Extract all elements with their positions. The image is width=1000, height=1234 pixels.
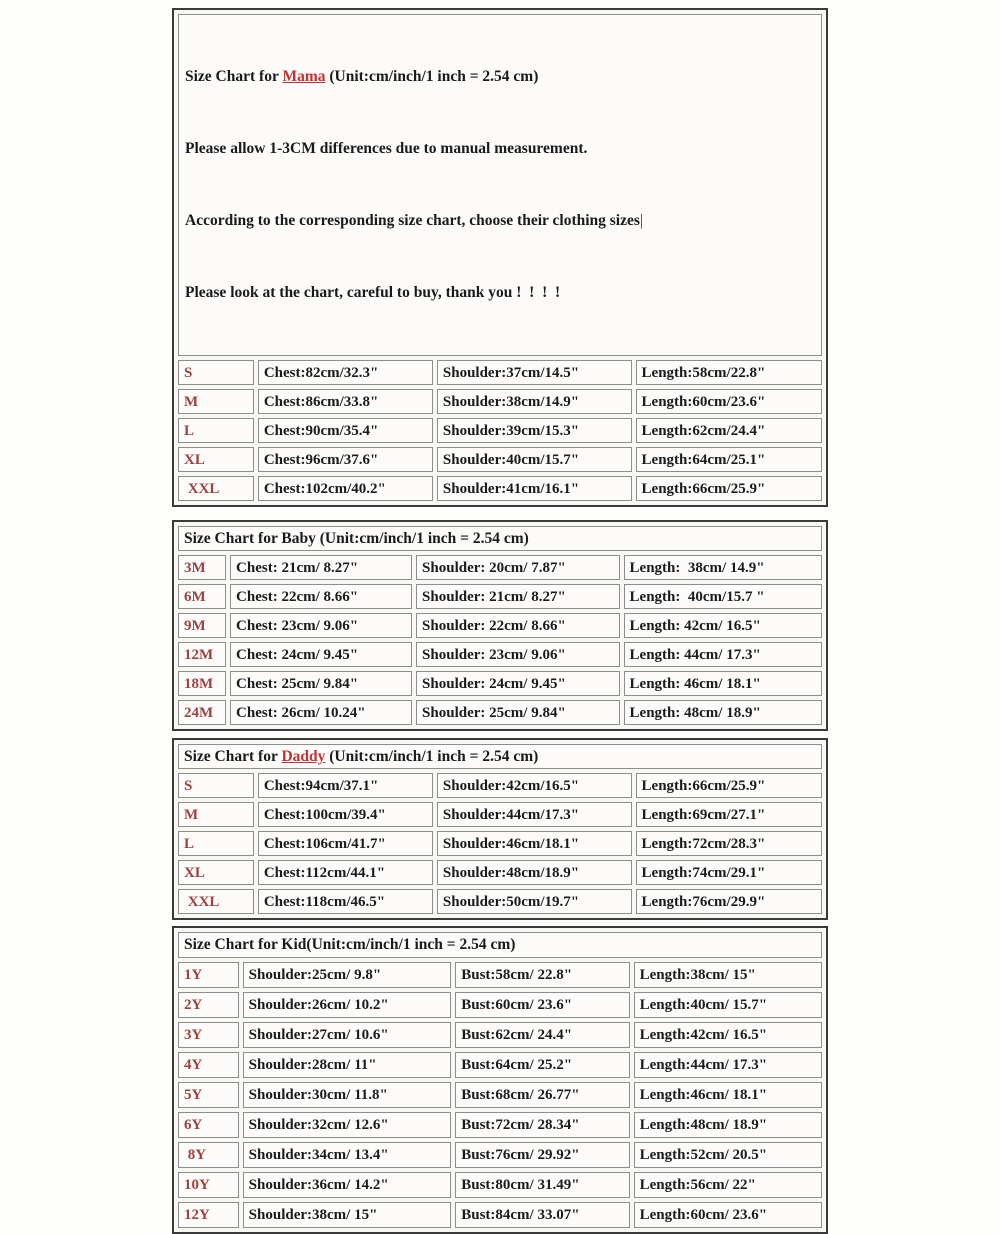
- note-line: According to the corresponding size chart, choose their clothing sizes|: [185, 212, 644, 229]
- shoulder-cell: Shoulder:37cm/14.5": [437, 360, 632, 385]
- size-cell: 6Y: [178, 1112, 239, 1138]
- daddy-title: Size Chart for Daddy (Unit:cm/inch/1 inch = 2.54 cm): [178, 744, 822, 769]
- bust-cell: Bust:58cm/ 22.8": [455, 962, 629, 988]
- size-cell: 24M: [178, 700, 226, 725]
- table-row: [178, 1172, 822, 1198]
- size-cell: 3M: [178, 555, 226, 580]
- shoulder-cell: Shoulder:26cm/ 10.2": [243, 992, 452, 1018]
- bust-cell: Bust:80cm/ 31.49": [455, 1172, 629, 1198]
- shoulder-cell: Shoulder: 22cm/ 8.66": [416, 613, 620, 638]
- length-cell: Length:58cm/22.8": [636, 360, 822, 385]
- size-cell: L: [178, 418, 254, 443]
- size-cell: 4Y: [178, 1052, 239, 1078]
- chest-cell: Chest: 24cm/ 9.45": [230, 642, 412, 667]
- daddy-link[interactable]: Daddy: [281, 747, 326, 765]
- shoulder-cell: Shoulder: 20cm/ 7.87": [416, 555, 620, 580]
- table-row: [178, 831, 822, 856]
- length-cell: Length:64cm/25.1": [636, 447, 822, 472]
- table-row: [178, 773, 822, 798]
- size-cell: 8Y: [178, 1142, 239, 1168]
- table-row: [178, 1142, 822, 1168]
- shoulder-cell: Shoulder:41cm/16.1": [437, 476, 632, 501]
- length-cell: Length:76cm/29.9": [636, 889, 822, 914]
- size-chart-table-kid: [172, 926, 828, 1234]
- shoulder-cell: Shoulder:42cm/16.5": [437, 773, 632, 798]
- length-cell: Length:60cm/ 23.6": [634, 1202, 822, 1228]
- shoulder-cell: Shoulder: 23cm/ 9.06": [416, 642, 620, 667]
- chest-cell: Chest: 26cm/ 10.24": [230, 700, 412, 725]
- chest-cell: Chest:90cm/35.4": [258, 418, 433, 443]
- chest-cell: Chest:118cm/46.5": [258, 889, 433, 914]
- mama-title: [185, 65, 815, 89]
- table-row: [178, 555, 822, 580]
- chest-cell: Chest:102cm/40.2": [258, 476, 433, 501]
- bust-cell: Bust:62cm/ 24.4": [455, 1022, 629, 1048]
- size-cell: 1Y: [178, 962, 239, 988]
- size-cell: 12Y: [178, 1202, 239, 1228]
- size-cell: M: [178, 389, 254, 414]
- length-cell: Length: 44cm/ 17.3": [624, 642, 822, 667]
- length-cell: Length:42cm/ 16.5": [634, 1022, 822, 1048]
- bust-cell: Bust:68cm/ 26.77": [455, 1082, 629, 1108]
- length-cell: Length: 42cm/ 16.5": [624, 613, 822, 638]
- bust-cell: Bust:64cm/ 25.2": [455, 1052, 629, 1078]
- table-row: [178, 1082, 822, 1108]
- length-cell: Length:74cm/29.1": [636, 860, 822, 885]
- length-cell: Length:46cm/ 18.1": [634, 1082, 822, 1108]
- size-chart-table-baby: [172, 520, 828, 731]
- size-cell: XL: [178, 447, 254, 472]
- size-cell: 12M: [178, 642, 226, 667]
- shoulder-cell: Shoulder: 21cm/ 8.27": [416, 584, 620, 609]
- length-cell: Length:40cm/ 15.7": [634, 992, 822, 1018]
- length-cell: Length:52cm/ 20.5": [634, 1142, 822, 1168]
- size-chart-table-mama: [172, 8, 828, 507]
- size-cell: XXL: [178, 476, 254, 501]
- chest-cell: Chest: 22cm/ 8.66": [230, 584, 412, 609]
- length-cell: Length:56cm/ 22": [634, 1172, 822, 1198]
- chest-cell: Chest:86cm/33.8": [258, 389, 433, 414]
- size-cell: 3Y: [178, 1022, 239, 1048]
- table-row: [178, 642, 822, 667]
- chest-cell: Chest:106cm/41.7": [258, 831, 433, 856]
- table-row: [178, 700, 822, 725]
- size-cell: 10Y: [178, 1172, 239, 1198]
- table-row: [178, 584, 822, 609]
- shoulder-cell: Shoulder:32cm/ 12.6": [243, 1112, 452, 1138]
- kid-title: Size Chart for Kid(Unit:cm/inch/1 inch = 2.54 cm): [178, 932, 822, 958]
- size-cell: S: [178, 773, 254, 798]
- shoulder-cell: Shoulder:27cm/ 10.6": [243, 1022, 452, 1048]
- shoulder-cell: Shoulder:38cm/ 15": [243, 1202, 452, 1228]
- chest-cell: Chest:82cm/32.3": [258, 360, 433, 385]
- shoulder-cell: Shoulder:46cm/18.1": [437, 831, 632, 856]
- length-cell: Length:48cm/ 18.9": [634, 1112, 822, 1138]
- table-row: [178, 1022, 822, 1048]
- table-row: [178, 476, 822, 501]
- table-row: [178, 1052, 822, 1078]
- length-cell: Length:66cm/25.9": [636, 476, 822, 501]
- shoulder-cell: Shoulder:34cm/ 13.4": [243, 1142, 452, 1168]
- bust-cell: Bust:84cm/ 33.07": [455, 1202, 629, 1228]
- length-cell: Length: 46cm/ 18.1": [624, 671, 822, 696]
- table-row: [178, 860, 822, 885]
- mama-link[interactable]: Mama: [282, 68, 326, 85]
- shoulder-cell: Shoulder:40cm/15.7": [437, 447, 632, 472]
- table-row: [178, 389, 822, 414]
- length-cell: Length: 40cm/15.7 ": [624, 584, 822, 609]
- table-row: [178, 1202, 822, 1228]
- table-row: [178, 360, 822, 385]
- length-cell: Length:62cm/24.4": [636, 418, 822, 443]
- shoulder-cell: Shoulder:39cm/15.3": [437, 418, 632, 443]
- chest-cell: Chest:112cm/44.1": [258, 860, 433, 885]
- shoulder-cell: Shoulder:44cm/17.3": [437, 802, 632, 827]
- chest-cell: Chest:96cm/37.6": [258, 447, 433, 472]
- size-cell: 6M: [178, 584, 226, 609]
- size-cell: 5Y: [178, 1082, 239, 1108]
- title-text: Size Chart for: [185, 68, 283, 85]
- chest-cell: Chest: 25cm/ 9.84": [230, 671, 412, 696]
- length-cell: Length:60cm/23.6": [636, 389, 822, 414]
- shoulder-cell: Shoulder:28cm/ 11": [243, 1052, 452, 1078]
- shoulder-cell: Shoulder:25cm/ 9.8": [243, 962, 452, 988]
- length-cell: Length: 38cm/ 14.9": [624, 555, 822, 580]
- size-cell: S: [178, 360, 254, 385]
- baby-title: Size Chart for Baby (Unit:cm/inch/1 inch = 2.54 cm): [178, 526, 822, 551]
- length-cell: Length:72cm/28.3": [636, 831, 822, 856]
- size-chart-sheet: [172, 8, 828, 1234]
- chest-cell: Chest: 21cm/ 8.27": [230, 555, 412, 580]
- table-row: [178, 671, 822, 696]
- size-cell: M: [178, 802, 254, 827]
- size-cell: XL: [178, 860, 254, 885]
- size-cell: 9M: [178, 613, 226, 638]
- length-cell: Length:38cm/ 15": [634, 962, 822, 988]
- table-row: [178, 447, 822, 472]
- chest-cell: Chest:100cm/39.4": [258, 802, 433, 827]
- table-row: [178, 962, 822, 988]
- shoulder-cell: Shoulder:36cm/ 14.2": [243, 1172, 452, 1198]
- length-cell: Length:44cm/ 17.3": [634, 1052, 822, 1078]
- chest-cell: Chest:94cm/37.1": [258, 773, 433, 798]
- size-cell: L: [178, 831, 254, 856]
- bust-cell: Bust:72cm/ 28.34": [455, 1112, 629, 1138]
- shoulder-cell: Shoulder:30cm/ 11.8": [243, 1082, 452, 1108]
- table-row: [178, 889, 822, 914]
- table-row: [178, 418, 822, 443]
- title-text: (Unit:cm/inch/1 inch = 2.54 cm): [325, 68, 539, 85]
- table-row: [178, 802, 822, 827]
- size-cell: 2Y: [178, 992, 239, 1018]
- size-cell: 18M: [178, 671, 226, 696]
- shoulder-cell: Shoulder:50cm/19.7": [437, 889, 632, 914]
- table-row: [178, 613, 822, 638]
- note-line: Please look at the chart, careful to buy, thank you ! ! ! !: [185, 284, 561, 301]
- table-row: [178, 1112, 822, 1138]
- size-cell: XXL: [178, 889, 254, 914]
- shoulder-cell: Shoulder:38cm/14.9": [437, 389, 632, 414]
- length-cell: Length: 48cm/ 18.9": [624, 700, 822, 725]
- bust-cell: Bust:60cm/ 23.6": [455, 992, 629, 1018]
- text-cursor: |: [639, 212, 644, 229]
- shoulder-cell: Shoulder:48cm/18.9": [437, 860, 632, 885]
- shoulder-cell: Shoulder: 25cm/ 9.84": [416, 700, 620, 725]
- note-line: Please allow 1-3CM differences due to manual measurement.: [185, 140, 588, 157]
- shoulder-cell: Shoulder: 24cm/ 9.45": [416, 671, 620, 696]
- chest-cell: Chest: 23cm/ 9.06": [230, 613, 412, 638]
- length-cell: Length:69cm/27.1": [636, 802, 822, 827]
- length-cell: Length:66cm/25.9": [636, 773, 822, 798]
- bust-cell: Bust:76cm/ 29.92": [455, 1142, 629, 1168]
- mama-header-cell: [178, 14, 822, 356]
- size-chart-table-daddy: [172, 738, 828, 920]
- table-row: [178, 992, 822, 1018]
